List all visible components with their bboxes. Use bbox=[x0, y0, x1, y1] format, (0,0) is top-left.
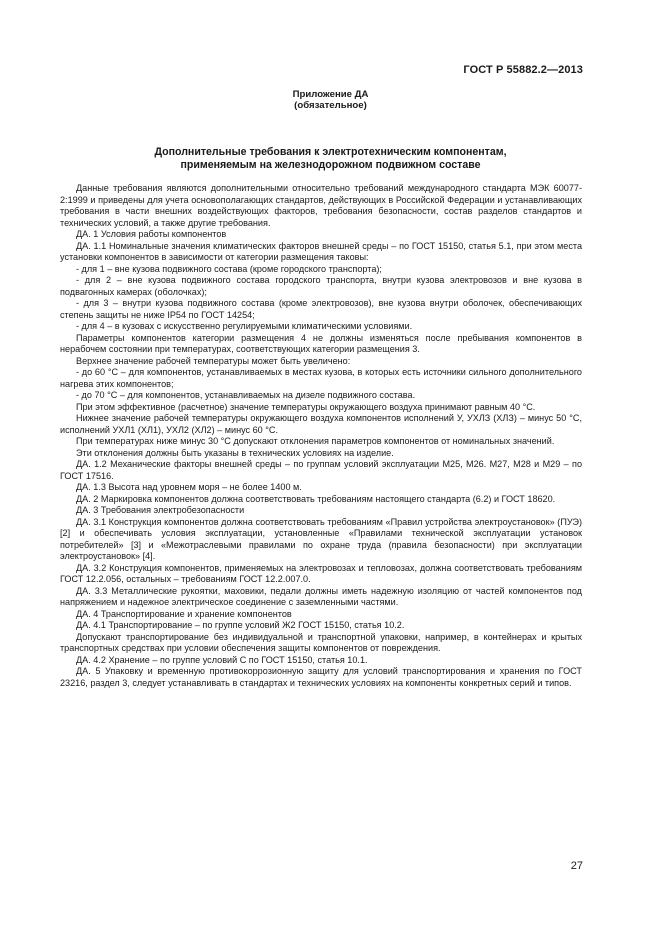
paragraph: ДА. 1 Условия работы компонентов bbox=[76, 229, 227, 239]
paragraph: ДА. 1.3 Высота над уровнем моря – не более 1400 м. bbox=[76, 482, 302, 492]
paragraph: Верхнее значение рабочей температуры может быть увеличено: bbox=[76, 355, 351, 366]
annex-status: (обязательное) bbox=[294, 100, 367, 111]
paragraph: ДА. 5 Упаковку и временную противокоррозионную защиту для условий транспортирования и хранения по ГОСТ 23216, раздел 3, следует устанавливать в стандартах и технических условиях на компоненты конкретных серий и типов. bbox=[60, 666, 582, 688]
paragraph: ДА. 3.3 Металлические рукоятки, маховики, педали должны иметь надежную изоляцию от частей компонентов под напряжением и надежное электрическое соединение с заземленными частями. bbox=[60, 585, 582, 607]
paragraph: - для 1 – вне кузова подвижного состава (кроме городского транспорта); bbox=[76, 263, 382, 274]
paragraph: ДА. 1.2 Механические факторы внешней среды – по группам условий эксплуатации М25, М26. М27, М28 и М29 – по ГОСТ 17516. bbox=[60, 459, 582, 481]
paragraph: - для 4 – в кузовах с искусственно регулируемыми климатическими условиями. bbox=[76, 321, 413, 331]
paragraph: Данные требования являются дополнительными относительно требований международного стандарта МЭК 60077-2:1999 и приведены для учета основополагающих стандартов, действующих в Российской Федерации и устанавливающих требования в части внешних воздействующих факторов, требования безопасности, состав разделов стандартов и технических условий, а также другие требования. bbox=[60, 183, 582, 228]
paragraph: При этом эффективное (расчетное) значение температуры окружающего воздуха принимают равным 40 °С. bbox=[76, 401, 536, 412]
paragraph: ДА. 3 Требования электробезопасности bbox=[76, 505, 245, 515]
paragraph: - до 70 °С – для компонентов, устанавливаемых на дизеле подвижного состава. bbox=[76, 390, 416, 400]
paragraph: ДА. 4 Транспортирование и хранение компонентов bbox=[76, 608, 292, 619]
page-number: 27 bbox=[570, 860, 583, 872]
document-body bbox=[60, 183, 582, 689]
paragraph: - для 2 – вне кузова подвижного состава городского транспорта, внутри кузова электровозов и вне кузова в подвагонных камерах (оболочках); bbox=[60, 275, 582, 297]
paragraph: Допускают транспортирование без индивидуальной и транспортной упаковки, например, в контейнерах и крытых транспортных средствах при условии обеспечения защиты компонентов от повреждения. bbox=[60, 631, 582, 653]
document-code: ГОСТ Р 55882.2—2013 bbox=[463, 64, 583, 76]
paragraph: ДА. 4.2 Хранение – по группе условий С по ГОСТ 15150, статья 10.1. bbox=[76, 654, 368, 665]
paragraph: Параметры компонентов категории размещения 4 не должны изменяться после пребывания компонентов в нерабочем состоянии при температурах, соответствующих категории размещения 3. bbox=[60, 332, 582, 354]
paragraph: ДА. 4.1 Транспортирование – по группе условий Ж2 ГОСТ 15150, статья 10.2. bbox=[76, 620, 405, 630]
paragraph: - до 60 °С – для компонентов, устанавливаемых в местах кузова, в которых есть источники сильного дополнительного нагрева этих компонентов; bbox=[60, 367, 582, 389]
section-title-line1: Дополнительные требования к электротехническим компонентам, bbox=[154, 146, 507, 158]
paragraph: При температурах ниже минус 30 °С допускают отклонения параметров компонентов от номинальных значений. bbox=[76, 436, 555, 446]
section-title-line2: применяемым на железнодорожном подвижном составе bbox=[180, 159, 481, 171]
annex-title: Приложение ДА bbox=[292, 89, 369, 100]
paragraph: Эти отклонения должны быть указаны в технических условиях на изделие. bbox=[76, 447, 394, 458]
paragraph: ДА. 3.1 Конструкция компонентов должна соответствовать требованиям «Правил устройства электроустановок» (ПУЭ) [2] и обеспечивать условия эксплуатации, установленные «Правилами технической эксплуатации установок потребителей» [3] и «Межотраслевыми правилами по охране труда (правила безопасности) при эксплуатации электроустановок» [4]. bbox=[60, 516, 582, 561]
paragraph: ДА. 1.1 Номинальные значения климатических факторов внешней среды – по ГОСТ 15150, статья 5.1, при этом места установки компонентов в зависимости от категории размещения таковы: bbox=[60, 240, 582, 262]
paragraph: ДА. 2 Маркировка компонентов должна соответствовать требованиям настоящего стандарта (6.2) и ГОСТ 18620. bbox=[76, 493, 556, 504]
paragraph: - для 3 – внутри кузова подвижного состава (кроме электровозов), вне кузова внутри оболочек, обеспечивающих степень защиты не ниже IP54 по ГОСТ 14254; bbox=[60, 298, 582, 320]
paragraph: Нижнее значение рабочей температуры окружающего воздуха компонентов исполнений У, УХЛЗ (ХЛЗ) – минус 50 °С, исполнений УХЛ1 (ХЛ1), УХЛ2 (ХЛ2) – минус 60 °С. bbox=[60, 413, 582, 435]
paragraph: ДА. 3.2 Конструкция компонентов, применяемых на электровозах и тепловозах, должна соответствовать требованиям ГОСТ 12.2.056, остальных – требованиям ГОСТ 12.2.007.0. bbox=[60, 562, 582, 584]
